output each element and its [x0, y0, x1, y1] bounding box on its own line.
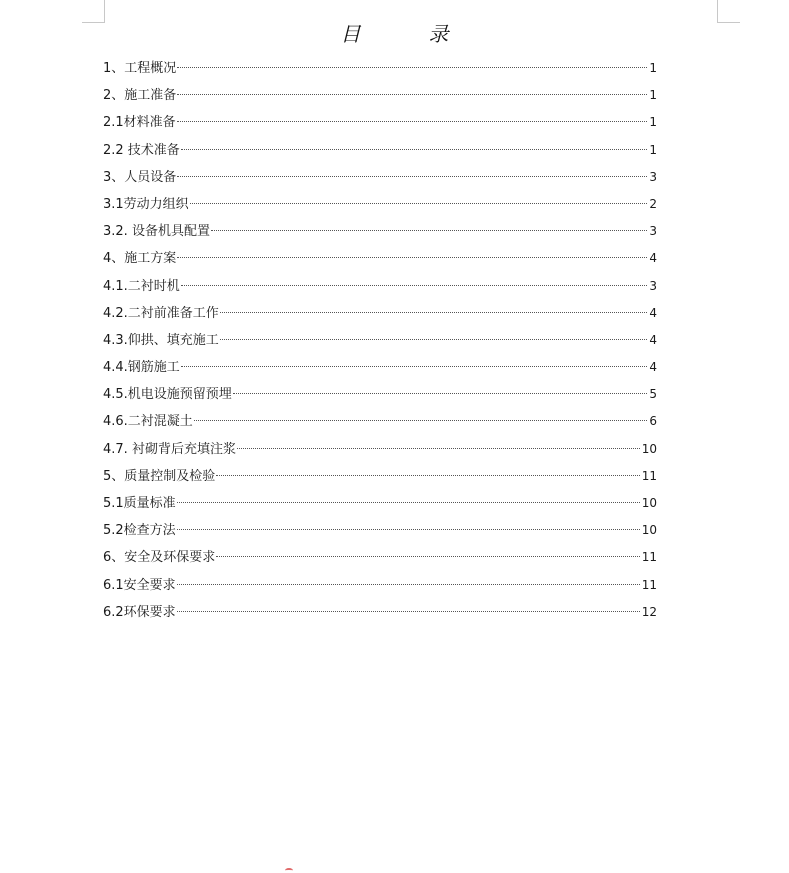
toc-entry-page: 4	[649, 332, 657, 347]
toc-entry-page: 11	[641, 577, 657, 592]
toc-dot-leader	[216, 556, 639, 557]
toc-dot-leader	[216, 475, 639, 476]
toc-dot-leader	[194, 420, 648, 421]
toc-dot-leader	[177, 94, 647, 95]
toc-dot-leader	[233, 393, 648, 394]
toc-entry-page: 11	[641, 550, 657, 565]
toc-dot-leader	[177, 502, 640, 503]
toc-entry[interactable]	[103, 218, 657, 245]
toc-entry-label: 4.4.钢筋施工	[103, 360, 180, 376]
toc-entry[interactable]	[103, 300, 657, 327]
toc-entry-label: 2.1材料准备	[103, 115, 176, 131]
toc-dot-leader	[220, 312, 648, 313]
toc-dot-leader	[177, 257, 647, 258]
toc-entry-page: 10	[641, 496, 657, 510]
toc-dot-leader	[177, 176, 647, 177]
toc-entry-label: 2、施工准备	[103, 88, 177, 104]
toc-entry-page: 10	[641, 441, 657, 456]
toc-dot-leader	[181, 285, 648, 286]
toc-entry-label: 3、人员设备	[103, 169, 177, 185]
toc-entry[interactable]	[103, 164, 657, 191]
toc-entry[interactable]	[103, 273, 657, 300]
toc-entry-page: 6	[649, 414, 657, 429]
toc-entry-label: 6、安全及环保要求	[103, 550, 216, 566]
toc-entry-label: 1、工程概况	[103, 61, 177, 76]
toc-entry-page: 2	[649, 196, 657, 211]
toc-dot-leader	[211, 230, 647, 231]
toc-entry-page: 1	[649, 142, 657, 157]
toc-entry-page: 4	[649, 360, 657, 375]
toc-entry-label: 5、质量控制及检验	[103, 468, 216, 484]
toc-entry-page: 1	[649, 88, 657, 103]
toc-entry-label: 5.2检查方法	[103, 523, 176, 539]
toc-entry-page: 3	[649, 224, 657, 239]
toc-entry-label: 4.2.二衬前准备工作	[103, 305, 219, 321]
toc-entry-label: 3.2. 设备机具配置	[103, 224, 210, 240]
toc-entry-label: 4.1.二衬时机	[103, 278, 180, 294]
toc-entry[interactable]	[103, 599, 657, 626]
toc-dot-leader	[177, 584, 640, 585]
toc-entry-label: 4、施工方案	[103, 251, 177, 267]
toc-dot-leader	[177, 529, 640, 530]
toc-entry[interactable]	[103, 82, 657, 109]
toc-entry[interactable]	[103, 572, 657, 599]
toc-entry-page: 4	[649, 305, 657, 320]
toc-entry[interactable]	[103, 191, 657, 218]
toc-entry[interactable]	[103, 381, 657, 408]
toc-entry-page: 3	[649, 169, 657, 184]
spellcheck-mark	[285, 868, 293, 873]
toc-entry-label: 6.2环保要求	[103, 604, 176, 620]
toc-entry[interactable]	[103, 55, 657, 82]
toc-entry-page: 5	[649, 387, 657, 402]
toc-dot-leader	[220, 339, 648, 340]
toc-entry[interactable]	[103, 137, 657, 164]
toc-entry[interactable]	[103, 517, 657, 544]
toc-entry-label: 2.2 技术准备	[103, 142, 180, 158]
toc-entry-label: 5.1质量标准	[103, 496, 176, 511]
toc-dot-leader	[237, 448, 640, 449]
toc-entry[interactable]	[103, 245, 657, 272]
toc-entry[interactable]	[103, 490, 657, 517]
toc-entry-page: 12	[641, 604, 657, 619]
toc-entry-page: 3	[649, 278, 657, 293]
toc-entry[interactable]	[103, 436, 657, 463]
toc-dot-leader	[177, 611, 640, 612]
toc-dot-leader	[177, 67, 647, 68]
toc-entry[interactable]	[103, 463, 657, 490]
toc-entry-label: 4.6.二衬混凝土	[103, 414, 193, 430]
toc-entry[interactable]	[103, 327, 657, 354]
toc-entry-page: 1	[649, 115, 657, 130]
toc-list	[103, 55, 657, 626]
toc-entry-label: 4.5.机电设施预留预埋	[103, 387, 232, 403]
toc-entry-label: 3.1劳动力组织	[103, 196, 189, 212]
toc-entry[interactable]	[103, 408, 657, 435]
toc-dot-leader	[181, 366, 648, 367]
toc-title: 目 录	[340, 22, 473, 46]
toc-entry[interactable]	[103, 354, 657, 381]
toc-entry-page: 10	[641, 523, 657, 538]
toc-entry-page: 4	[649, 251, 657, 266]
toc-dot-leader	[181, 149, 648, 150]
toc-dot-leader	[177, 121, 648, 122]
toc-entry-label: 6.1安全要求	[103, 577, 176, 593]
toc-entry[interactable]	[103, 109, 657, 136]
toc-entry-label: 4.7. 衬砌背后充填注浆	[103, 441, 236, 457]
toc-entry[interactable]	[103, 544, 657, 571]
toc-entry-label: 4.3.仰拱、填充施工	[103, 332, 219, 348]
toc-dot-leader	[190, 203, 648, 204]
toc-entry-page: 1	[649, 61, 657, 75]
toc-entry-page: 11	[641, 468, 657, 483]
